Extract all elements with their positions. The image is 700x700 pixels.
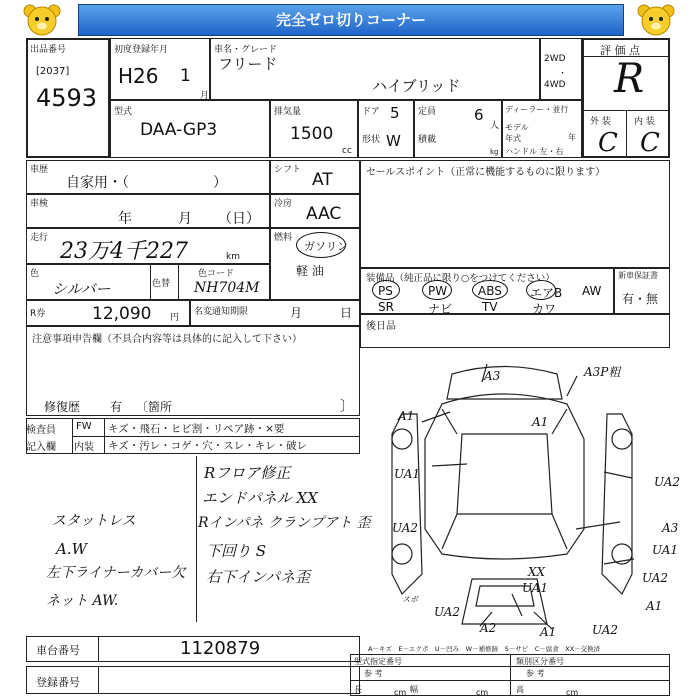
height-label: 高 [516,685,524,694]
ref-label-2: 参 考 [526,669,545,678]
repair-label: 修復歴 [44,400,81,414]
note-end-panel: エンドパネル XX [202,489,318,507]
seats-label: 定員 [418,107,437,117]
width-label: 幅 [410,685,418,694]
name-change-label: 名変通知期限 [194,307,249,317]
score-value: R [614,56,645,102]
mileage-label: 走行 [30,233,49,243]
dmg-label-5: UA1 [394,467,421,481]
dmg-label-4: A1 [532,415,549,429]
note-r-inpanel: Rインパネ クランプアト 歪 [198,515,371,531]
height-unit: cm [566,688,579,697]
header-bar [78,4,624,36]
registration-label: 登録番号 [36,676,80,689]
dmg-label-9: UA1 [652,543,679,557]
mileage-unit: km [226,252,240,262]
model-year-label: モデル年式 [505,123,529,143]
load-unit: kg [490,148,499,156]
lot-prefix: [2037] [36,66,70,77]
note-underbody: 下回り S [206,542,267,560]
fuel-label: 燃料 [274,233,293,243]
bear-mascot-icon [632,2,680,38]
dealer-label: ディーラー・並行 [505,105,569,114]
usage-value: 自家用・（ ） [66,175,227,191]
interior-legend: キズ・汚レ・コゲ・穴・スレ・キレ・破レ [108,440,308,452]
color-label: 色 [30,269,40,279]
shape-value: W [386,132,401,150]
equip-ps: PS [378,284,393,298]
equip-sr: SR [378,300,394,314]
note-studless: スタットレス [52,513,136,529]
load-label: 積載 [418,135,437,145]
exterior-legend: キズ・飛石・ヒビ割・リペア跡・×要 [108,423,285,435]
seats-value: 6 [474,106,484,124]
class-num-label: 類別区分番号 [516,657,564,666]
fuel-diesel: 軽 油 [296,264,324,278]
car-name-label: 車名・グレード [214,45,278,55]
first-reg-year: H26 [118,64,159,88]
rear-box [360,314,670,348]
shift-label: シフト [274,165,302,175]
displacement-label: 排気量 [274,107,302,117]
dmg-label-14: A2 [480,621,497,635]
length-unit: cm [394,688,407,697]
chassis-value: 1120879 [180,638,261,659]
ref-label-1: 参 考 [364,669,383,678]
equip-tv: TV [482,300,498,314]
note-liner-cover: 左下ライナーカバー欠 [46,565,186,581]
color-code: NH704M [194,280,260,296]
name-change-day: 日 [340,306,353,320]
dmg-label-2: A3P粗 [584,365,621,379]
car-right-side [602,414,632,594]
drive-2wd: 2WD [544,54,566,64]
rear-label: 後日品 [366,321,396,332]
note-r-lower-inpanel: 右下インパネ歪 [206,568,310,586]
equip-aw: AW [582,284,602,298]
model-label: 型式 [114,107,133,117]
dmg-label-17: UA2 [592,623,619,637]
lot-number: 4593 [36,84,98,112]
repair-value: 有 [110,400,123,414]
dmg-label-12: UA1 [522,581,549,595]
equip-ps-circle [372,280,400,300]
dmg-label-6: UA2 [654,475,681,489]
sales-point-label: セールスポイント（正常に機能するものに限ります） [366,167,606,178]
note-net-aw: ネット AW. [46,593,119,609]
type-cert-label: 型式指定番号 [354,657,402,666]
inspector-label: 検査員 [26,425,56,436]
score-ext-label: 外 装 [590,117,611,127]
length-label: 長 [354,685,362,694]
doors-label: ドア [362,107,380,117]
dmg-label-11: XX [528,565,546,579]
note-r-floor: Rフロア修正 [204,464,291,482]
model-year-unit: 年 [568,133,576,142]
shaken-month: 月 [178,211,192,227]
equip-pw: PW [428,284,448,298]
shaken-label: 車検 [30,199,49,209]
lot-label: 出品番号 [30,45,67,55]
chassis-label: 車台番号 [36,644,80,657]
recycle-value: 12,090 [92,304,152,324]
score-ext: C [598,128,618,158]
header-title: 完全ゼロ切りコーナー [275,11,426,29]
first-reg-unit: 月 [200,91,210,101]
equip-navi: ナビ [428,302,453,316]
seats-unit: 人 [490,121,500,131]
equip-label: 装備品（純正品に限り○をつけてください） [366,273,555,284]
repair-place: 〔箇所 [136,400,173,414]
doors-value: 5 [390,104,400,122]
damage-legend: A－キズ E－エクボ U－凹み W－補修跡 S－サビ C－腐食 XX－交換済 [368,645,601,653]
dmg-label-16: A1 [646,599,663,613]
equip-abs-circle [472,280,508,300]
dmg-label-15: A1 [540,625,557,639]
shaken-day: （日） [218,211,260,227]
model-value: DAA-GP3 [140,120,218,140]
first-reg-label: 初度登録年月 [114,45,169,55]
usage-label: 車歴 [30,165,49,175]
mileage-value: 23万4千227 [60,239,188,264]
shift-value: AT [312,170,333,190]
aircon-label: 冷房 [274,199,293,209]
shape-label: 形状 [362,135,381,145]
dmg-label-1: A3 [484,369,501,383]
warranty-value: 有・無 [622,292,659,306]
repair-bracket: 〕 [340,399,354,415]
fw-label: FW [76,421,92,432]
drive-4wd: 4WD [544,80,566,90]
first-reg-month: 1 [180,66,191,86]
spoiler-label: スポ [402,595,418,604]
displacement-unit: cc [342,146,352,156]
displacement-value: 1500 [290,124,334,144]
fuel-gas: ガソリン [304,240,348,253]
equip-airbag-circle [526,280,556,300]
dmg-label-8: A3 [662,521,679,535]
note-aw: A.W [56,540,88,558]
warranty-label: 新車保証書 [618,271,658,280]
score-int: C [640,128,660,158]
equip-leather: カワ [532,302,557,316]
car-left-side [392,414,422,594]
width-unit: cm [476,688,489,697]
handle-label: ハンドル 左・右 [505,147,564,156]
color-change-label: 色替 [152,279,171,289]
recycle-label: R券 [30,309,46,319]
interior-label: 内装 [74,442,94,453]
recycle-unit: 円 [170,313,180,323]
shaken-year: 年 [118,211,132,227]
color-code-label: 色コード [198,269,235,279]
car-roof [457,434,552,514]
equip-abs: ABS [478,284,502,298]
drive-dot: ・ [558,69,568,79]
notes-label: 注意事項申告欄（不具合内容等は具体的に記入して下さい） [32,334,302,345]
entry-label: 記入欄 [26,442,56,453]
name-change-month: 月 [290,306,303,320]
score-label: 評 価 点 [600,44,640,57]
dmg-label-7: UA2 [392,521,419,535]
car-name: フリード [218,55,278,73]
car-diagram [362,354,692,644]
color-value: シルバー [52,280,111,298]
bear-mascot-icon [18,2,66,38]
score-int-label: 内 装 [634,117,655,127]
aircon-value: AAC [306,204,342,224]
dmg-label-13: UA2 [434,605,461,619]
car-grade: ハイブリッド [372,77,461,95]
equip-airbag: エアB [530,286,563,300]
dmg-label-3: A1 [398,409,415,423]
equip-pw-circle [422,280,452,300]
dmg-label-10: UA2 [642,571,669,585]
